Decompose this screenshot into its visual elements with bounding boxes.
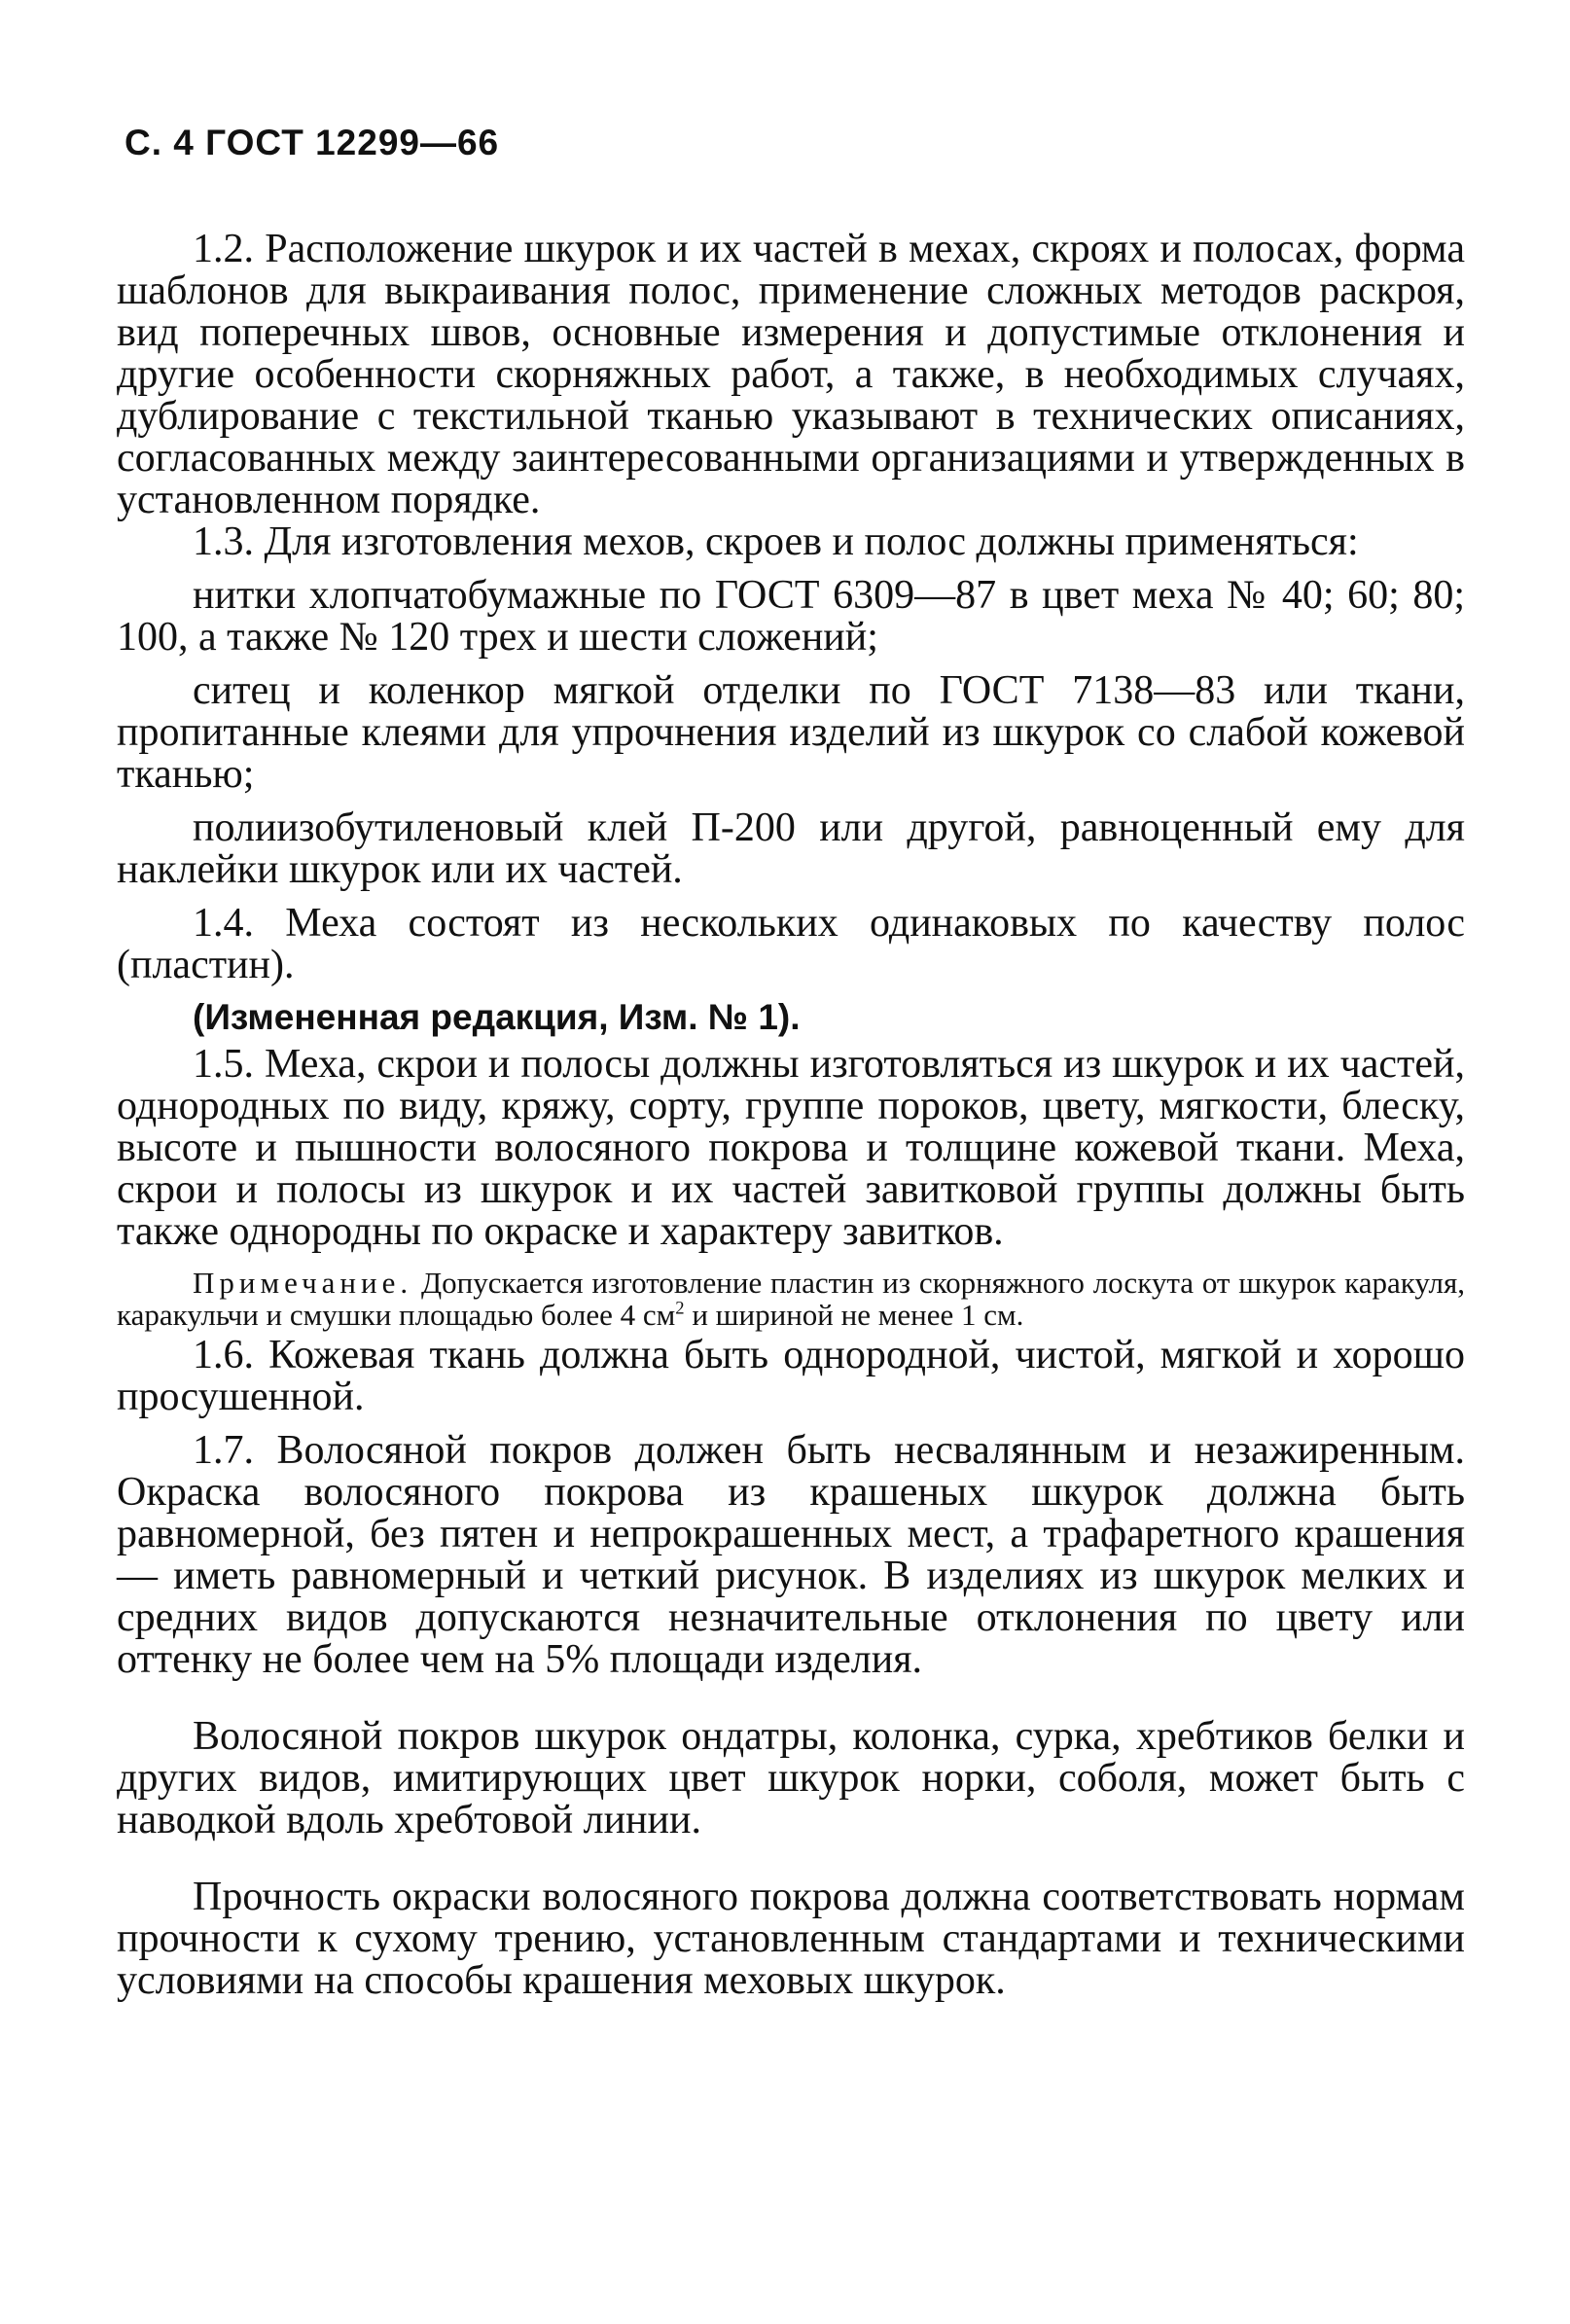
paragraph-1-3-threads: нитки хлопчатобумажные по ГОСТ 6309—87 в цвет меха № 40; 60; 80; 100, а также № 120 трех и шести сложений; xyxy=(117,573,1465,660)
note-label: Примечание. xyxy=(193,1266,413,1300)
paragraph-1-5: 1.5. Меха, скрои и полосы должны изготовляться из шкурок и их частей, однородных по виду, кряжу, сорту, группе пороков, цвету, мягкости, блеску, высоте и пышности волосяного покрова и толщине кожевой ткани. Меха, скрои и полосы из шкурок и их частей завитковой группы должны быть также однородны по окраске и характеру завитков. xyxy=(117,1042,1465,1254)
paragraph-1-3-fabric: ситец и коленкор мягкой отделки по ГОСТ 7138—83 или ткани, пропитанные клеями для упрочнения изделий из шкурок со слабой кожевой тканью; xyxy=(117,668,1465,797)
amendment-note: (Измененная редакция, Изм. № 1). xyxy=(193,997,801,1037)
paragraph-1-3-glue: полиизобутиленовый клей П-200 или другой, равноценный ему для наклейки шкурок или их частей. xyxy=(117,805,1465,892)
note-paragraph xyxy=(117,1267,1465,1331)
note-text-end: и шириной не менее 1 см. xyxy=(684,1298,1024,1332)
paragraph-1-7-durability: Прочность окраски волосяного покрова должна соответствовать нормам прочности к сухому трению, установленным стандартами и техническими условиями на способы крашения меховых шкурок. xyxy=(117,1875,1465,2003)
paragraph-1-6: 1.6. Кожевая ткань должна быть однородной, чистой, мягкой и хорошо просушенной. xyxy=(117,1333,1465,1419)
note-superscript: 2 xyxy=(675,1298,685,1319)
paragraph-1-7-imitation: Волосяной покров шкурок ондатры, колонка, сурка, хребтиков белки и других видов, имитирующих цвет шкурок норки, соболя, может быть с наводкой вдоль хребтовой линии. xyxy=(117,1714,1465,1842)
paragraph-1-7: 1.7. Волосяной покров должен быть несвалянным и незажиренным. Окраска волосяного покрова из крашеных шкурок должна быть равномерной, без пятен и непрокрашенных мест, а трафаретного крашения — иметь равномерный и четкий рисунок. В изделиях из шкурок мелких и средних видов допускаются незначительные отклонения по цвету или оттенку не более чем на 5% площади изделия. xyxy=(117,1428,1465,1682)
paragraph-1-2: 1.2. Расположение шкурок и их частей в мехах, скроях и полосах, форма шаблонов для выкраивания полос, применение сложных методов раскроя, вид поперечных швов, основные измерения и допустимые отклонения и другие особенности скорняжных работ, а также, в необходимых случаях, дублирование с текстильной тканью указывают в технических описаниях, согласованных между заинтересованными организациями и утвержденных в установленном порядке. xyxy=(117,227,1465,522)
paragraph-1-4: 1.4. Меха состоят из нескольких одинаковых по качеству полос (пластин). xyxy=(117,901,1465,987)
note-text: Допускается изготовление пластин из скорняжного лоскута от шкурок каракуля, каракульчи и смушки площадью более 4 см xyxy=(117,1266,1465,1332)
page-header: С. 4 ГОСТ 12299—66 xyxy=(125,123,500,162)
paragraph-1-3: 1.3. Для изготовления мехов, скроев и полос должны применяться: xyxy=(193,519,1359,564)
